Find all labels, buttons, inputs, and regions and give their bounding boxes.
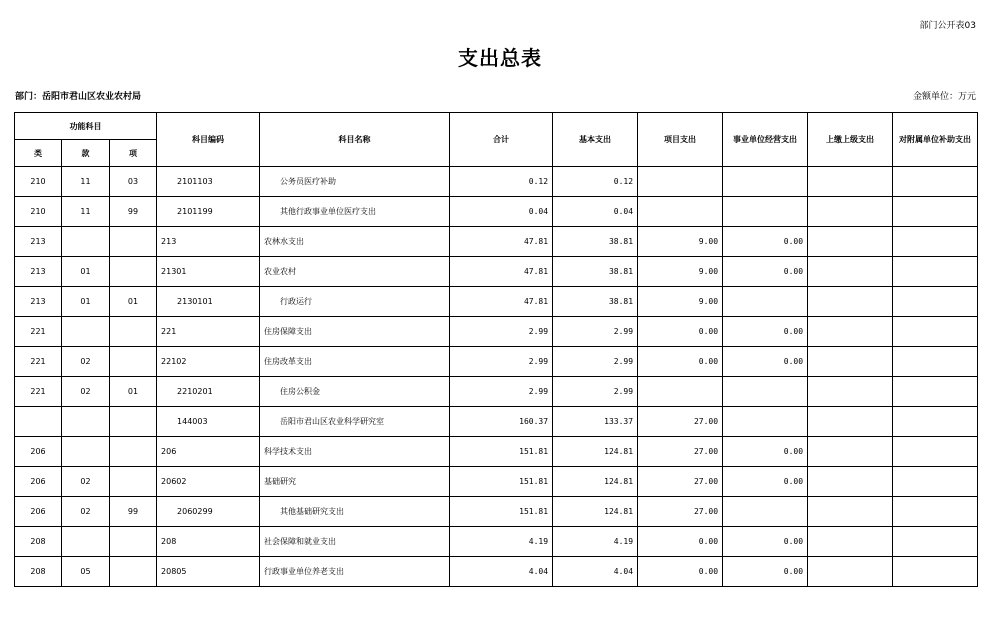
cell-superior [808,227,893,257]
cell-code: 2101103 [157,167,260,197]
cell-name: 公务员医疗补助 [260,167,450,197]
header-superior: 上缴上级支出 [808,113,893,167]
cell-kuan: 11 [62,167,110,197]
cell-project: 0.00 [638,557,723,587]
cell-superior [808,437,893,467]
cell-xiang [110,227,157,257]
table-row [15,437,978,467]
cell-basic: 4.04 [553,557,638,587]
cell-superior [808,197,893,227]
cell-subsidiary [893,287,978,317]
cell-xiang: 99 [110,497,157,527]
cell-lei: 210 [15,197,62,227]
cell-name: 住房公积金 [260,377,450,407]
unit-label: 金额单位：万元 [912,92,976,102]
cell-lei: 208 [15,527,62,557]
cell-total: 2.99 [450,317,553,347]
cell-basic: 124.81 [553,467,638,497]
cell-total: 47.81 [450,257,553,287]
table-row [15,317,978,347]
cell-subsidiary [893,437,978,467]
header-subsidiary: 对附属单位补助支出 [893,113,978,167]
cell-name: 基础研究 [260,467,450,497]
header-business: 事业单位经营支出 [723,113,808,167]
cell-business [723,497,808,527]
cell-total: 2.99 [450,347,553,377]
cell-project: 9.00 [638,287,723,317]
cell-name: 岳阳市君山区农业科学研究室 [260,407,450,437]
cell-project: 27.00 [638,437,723,467]
cell-business: 0.00 [723,557,808,587]
cell-subsidiary [893,407,978,437]
cell-business: 0.00 [723,467,808,497]
cell-subsidiary [893,257,978,287]
cell-project: 0.00 [638,317,723,347]
cell-project: 27.00 [638,467,723,497]
page-title: 支出总表 [458,46,542,70]
cell-code: 20602 [157,467,260,497]
cell-name: 行政事业单位养老支出 [260,557,450,587]
cell-name: 科学技术支出 [260,437,450,467]
cell-kuan: 01 [62,287,110,317]
cell-basic: 0.12 [553,167,638,197]
cell-name: 其他基础研究支出 [260,497,450,527]
cell-name: 其他行政事业单位医疗支出 [260,197,450,227]
cell-total: 47.81 [450,287,553,317]
cell-basic: 124.81 [553,497,638,527]
cell-superior [808,497,893,527]
header-total: 合计 [450,113,553,167]
cell-xiang: 03 [110,167,157,197]
cell-kuan: 02 [62,497,110,527]
cell-business [723,407,808,437]
cell-total: 2.99 [450,377,553,407]
cell-basic: 2.99 [553,317,638,347]
header-kuan: 款 [62,140,110,167]
cell-xiang [110,407,157,437]
cell-code: 2101199 [157,197,260,227]
cell-lei: 206 [15,437,62,467]
cell-business: 0.00 [723,347,808,377]
cell-kuan: 02 [62,347,110,377]
cell-total: 4.04 [450,557,553,587]
table-row [15,347,978,377]
table-body [15,167,978,587]
cell-total: 0.12 [450,167,553,197]
cell-superior [808,467,893,497]
cell-business [723,377,808,407]
cell-kuan [62,317,110,347]
cell-superior [808,377,893,407]
cell-superior [808,557,893,587]
cell-subsidiary [893,527,978,557]
cell-code: 221 [157,317,260,347]
cell-name: 农林水支出 [260,227,450,257]
cell-lei: 210 [15,167,62,197]
cell-xiang [110,347,157,377]
cell-superior [808,527,893,557]
cell-kuan: 01 [62,257,110,287]
cell-project: 0.00 [638,527,723,557]
cell-project: 27.00 [638,407,723,437]
table-row [15,497,978,527]
cell-lei [15,407,62,437]
cell-kuan: 05 [62,557,110,587]
cell-total: 151.81 [450,497,553,527]
cell-code: 21301 [157,257,260,287]
cell-subsidiary [893,347,978,377]
cell-project: 27.00 [638,497,723,527]
cell-xiang [110,437,157,467]
table-header [15,113,978,167]
header-basic: 基本支出 [553,113,638,167]
cell-total: 0.04 [450,197,553,227]
cell-superior [808,287,893,317]
cell-business: 0.00 [723,227,808,257]
cell-total: 151.81 [450,437,553,467]
cell-kuan [62,437,110,467]
cell-code: 2130101 [157,287,260,317]
cell-subsidiary [893,197,978,227]
cell-lei: 213 [15,227,62,257]
cell-basic: 2.99 [553,377,638,407]
cell-total: 160.37 [450,407,553,437]
cell-code: 213 [157,227,260,257]
table-row [15,257,978,287]
cell-kuan [62,527,110,557]
table-row [15,167,978,197]
cell-business: 0.00 [723,437,808,467]
cell-basic: 133.37 [553,407,638,437]
cell-code: 206 [157,437,260,467]
header-lei: 类 [15,140,62,167]
cell-basic: 4.19 [553,527,638,557]
cell-code: 20805 [157,557,260,587]
table-row [15,557,978,587]
cell-subsidiary [893,227,978,257]
cell-business: 0.00 [723,527,808,557]
cell-xiang [110,557,157,587]
table-row [15,407,978,437]
table-row [15,377,978,407]
cell-lei: 208 [15,557,62,587]
cell-kuan: 02 [62,467,110,497]
cell-name: 社会保障和就业支出 [260,527,450,557]
cell-basic: 38.81 [553,287,638,317]
table-row [15,227,978,257]
cell-name: 行政运行 [260,287,450,317]
cell-total: 47.81 [450,227,553,257]
cell-subsidiary [893,557,978,587]
cell-kuan [62,407,110,437]
form-code: 部门公开表03 [919,21,976,31]
cell-kuan: 11 [62,197,110,227]
cell-lei: 221 [15,317,62,347]
cell-code: 144003 [157,407,260,437]
cell-kuan [62,227,110,257]
cell-total: 151.81 [450,467,553,497]
table-row [15,467,978,497]
cell-xiang: 01 [110,287,157,317]
cell-lei: 221 [15,377,62,407]
cell-superior [808,347,893,377]
cell-code: 22102 [157,347,260,377]
table-row [15,287,978,317]
cell-xiang [110,527,157,557]
cell-business: 0.00 [723,317,808,347]
cell-subsidiary [893,377,978,407]
cell-name: 住房保障支出 [260,317,450,347]
cell-basic: 0.04 [553,197,638,227]
cell-name: 农业农村 [260,257,450,287]
cell-superior [808,317,893,347]
header-xiang: 项 [110,140,157,167]
cell-xiang: 01 [110,377,157,407]
header-project: 项目支出 [638,113,723,167]
cell-xiang: 99 [110,197,157,227]
cell-name: 住房改革支出 [260,347,450,377]
cell-kuan: 02 [62,377,110,407]
table-row [15,527,978,557]
cell-basic: 2.99 [553,347,638,377]
cell-subsidiary [893,467,978,497]
cell-basic: 38.81 [553,257,638,287]
cell-subsidiary [893,497,978,527]
cell-lei: 213 [15,257,62,287]
cell-xiang [110,467,157,497]
cell-code: 208 [157,527,260,557]
expenditure-table [14,112,978,587]
cell-xiang [110,317,157,347]
cell-superior [808,257,893,287]
cell-subsidiary [893,167,978,197]
cell-project: 9.00 [638,257,723,287]
cell-business [723,197,808,227]
cell-code: 2060299 [157,497,260,527]
header-func-group: 功能科目 [15,113,157,140]
cell-subsidiary [893,317,978,347]
header-code: 科目编码 [157,113,260,167]
cell-business [723,167,808,197]
cell-project [638,377,723,407]
cell-project [638,197,723,227]
header-name: 科目名称 [260,113,450,167]
cell-total: 4.19 [450,527,553,557]
cell-business: 0.00 [723,257,808,287]
cell-basic: 38.81 [553,227,638,257]
department-label: 部门：岳阳市君山区农业农村局 [15,92,142,102]
cell-superior [808,407,893,437]
cell-project: 9.00 [638,227,723,257]
cell-lei: 206 [15,467,62,497]
cell-superior [808,167,893,197]
cell-project: 0.00 [638,347,723,377]
cell-lei: 221 [15,347,62,377]
cell-xiang [110,257,157,287]
cell-lei: 206 [15,497,62,527]
cell-code: 2210201 [157,377,260,407]
cell-business [723,287,808,317]
cell-basic: 124.81 [553,437,638,467]
cell-lei: 213 [15,287,62,317]
page-footer-space [0,592,1000,635]
cell-project [638,167,723,197]
table-row [15,197,978,227]
